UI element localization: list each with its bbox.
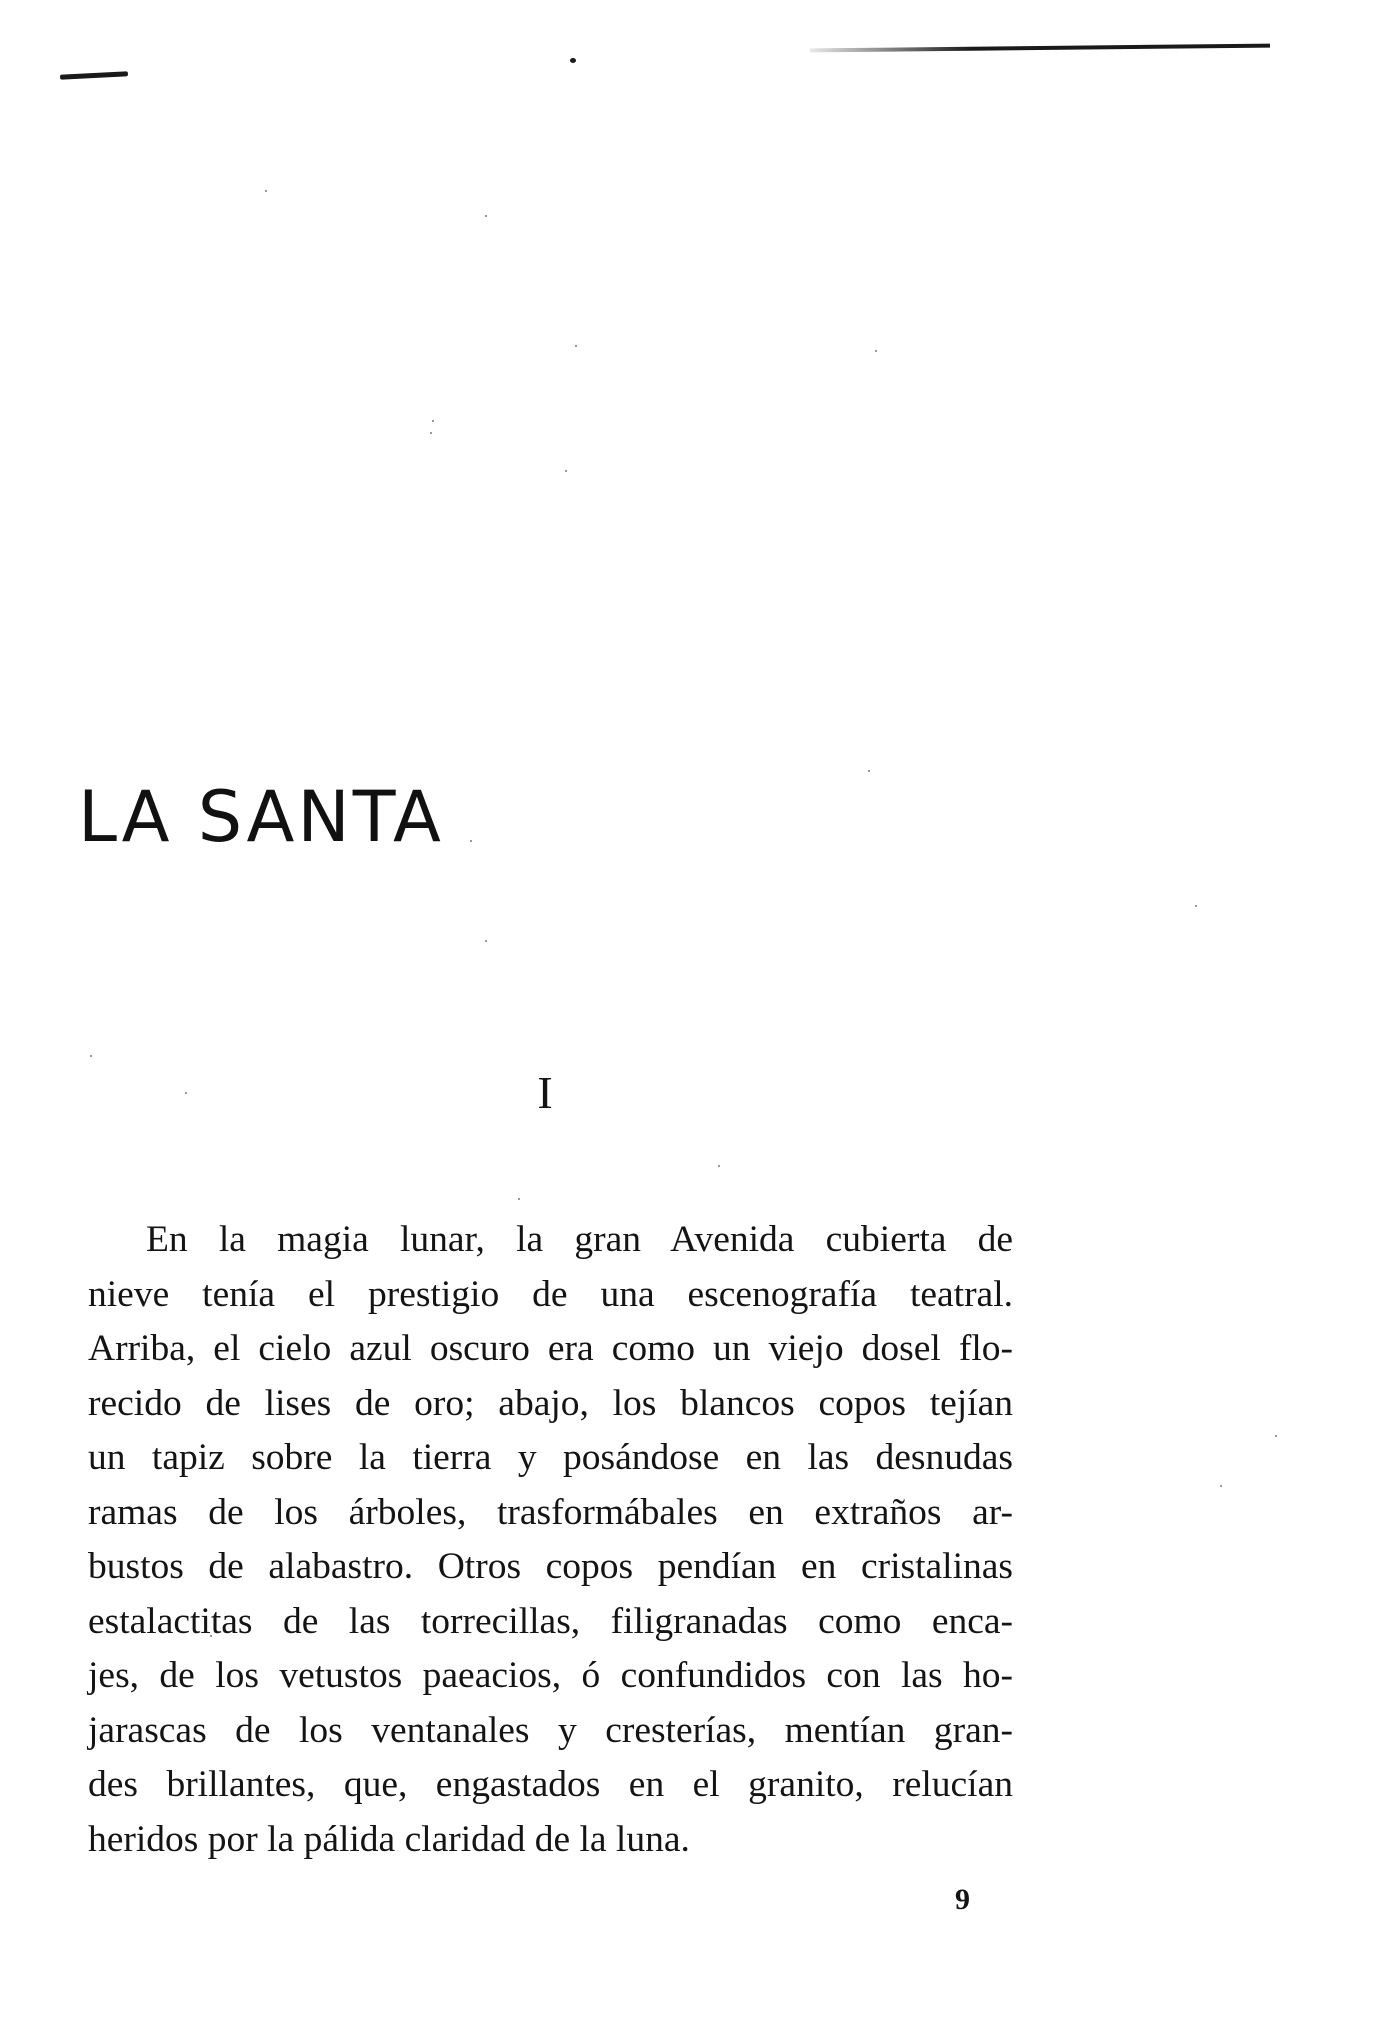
paragraph-line: bustos de alabastro. Otros copos pendían en cristalinas bbox=[88, 1546, 1013, 1587]
paragraph-line: heridos por la pálida claridad de la luna. bbox=[88, 1818, 690, 1860]
paragraph-line: nieve tenía el prestigio de una escenografía teatral. bbox=[88, 1273, 1013, 1315]
page-number: 9 bbox=[955, 1883, 970, 1916]
story-paragraph bbox=[88, 1213, 1013, 1867]
paragraph-line: estalactitas de las torrecillas, filigranadas como enca- bbox=[88, 1600, 1013, 1642]
scan-artifact-right bbox=[810, 44, 1270, 53]
scan-artifact-dot bbox=[570, 58, 576, 63]
paragraph-line: un tapiz sobre la tierra y posándose en las desnudas bbox=[88, 1437, 1013, 1478]
paragraph-line: recido de lises de oro; abajo, los blancos copos tejían bbox=[88, 1382, 1013, 1424]
paragraph-line: ramas de los árboles, trasformábales en extraños ar- bbox=[88, 1491, 1013, 1533]
paragraph-line: jes, de los vetustos paeacios, ó confundidos con las ho- bbox=[88, 1655, 1013, 1696]
paragraph-line: jarascas de los ventanales y cresterías, mentían gran- bbox=[88, 1709, 1013, 1751]
paragraph-line: En la magia lunar, la gran Avenida cubierta de bbox=[146, 1219, 1013, 1260]
paragraph-line: Arriba, el cielo azul oscuro era como un viejo dosel flo- bbox=[88, 1328, 1013, 1369]
story-title: LA SANTA bbox=[78, 776, 444, 858]
chapter-number: I bbox=[537, 1067, 553, 1118]
scan-artifact-left bbox=[60, 71, 128, 80]
paragraph-line: des brillantes, que, engastados en el granito, relucían bbox=[88, 1764, 1013, 1805]
